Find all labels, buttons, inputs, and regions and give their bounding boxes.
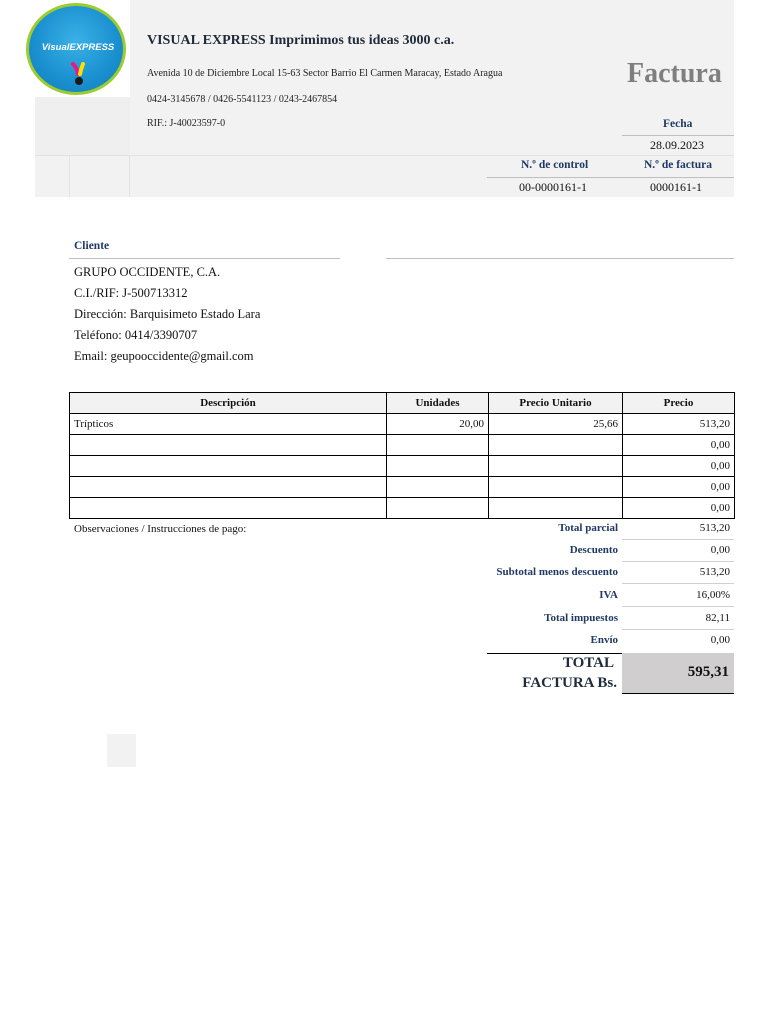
total-row — [487, 518, 734, 540]
item-unit-price — [489, 477, 623, 498]
total-row — [487, 540, 734, 562]
items-header-row — [70, 393, 735, 414]
item-description — [70, 435, 387, 456]
total-label: Envío — [590, 634, 618, 646]
client-address: Dirección: Barquisimeto Estado Lara — [74, 307, 261, 321]
table-row — [70, 456, 735, 477]
client-rif: C.I./RIF: J-500713312 — [74, 286, 188, 300]
invoice-number-label: N.º de factura — [644, 159, 712, 171]
table-row — [70, 498, 735, 519]
company-phones: 0424-3145678 / 0426-5541123 / 0243-2467854 — [147, 94, 338, 105]
number-rule — [487, 177, 734, 178]
company-name: VISUAL EXPRESS Imprimimos tus ideas 3000 c.a. — [147, 33, 455, 48]
total-value: 82,11 — [705, 612, 730, 624]
item-description — [70, 456, 387, 477]
grand-total-box — [622, 653, 734, 694]
item-unit-price — [489, 456, 623, 477]
total-value: 16,00% — [696, 589, 730, 601]
total-row — [487, 630, 734, 652]
client-rule — [69, 258, 340, 259]
header-divider — [35, 155, 734, 156]
invoice-number-value: 0000161-1 — [650, 180, 702, 194]
table-row — [70, 477, 735, 498]
total-label: Total impuestos — [544, 612, 618, 624]
col-price: Precio — [623, 393, 735, 414]
col-description: Descripción — [70, 393, 387, 414]
items-table — [69, 392, 735, 519]
item-units — [387, 498, 489, 519]
document-title: Factura — [627, 58, 722, 89]
item-units: 20,00 — [387, 414, 489, 435]
item-description: Trípticos — [70, 414, 387, 435]
logo-text: VisualEXPRESS — [41, 42, 115, 53]
client-phone: Teléfono: 0414/3390707 — [74, 328, 198, 342]
total-value: 513,20 — [699, 522, 730, 534]
item-description — [70, 498, 387, 519]
grand-total-label — [487, 653, 617, 693]
total-rule — [622, 606, 734, 607]
table-row — [70, 414, 735, 435]
total-row — [487, 562, 734, 584]
grand-total-label-line1: TOTAL — [562, 655, 614, 671]
total-row — [487, 585, 734, 607]
total-label: Descuento — [569, 544, 618, 556]
total-row — [487, 608, 734, 630]
item-unit-price — [489, 498, 623, 519]
grand-total-value: 595,31 — [687, 664, 729, 680]
total-rule — [622, 583, 734, 584]
client-rule-right — [386, 258, 734, 259]
item-price: 0,00 — [623, 456, 735, 477]
control-number-label: N.º de control — [521, 159, 589, 171]
total-value: 513,20 — [699, 566, 730, 578]
col-units: Unidades — [387, 393, 489, 414]
total-value: 0,00 — [710, 634, 730, 646]
item-description — [70, 477, 387, 498]
item-price: 513,20 — [623, 414, 735, 435]
client-name: GRUPO OCCIDENTE, C.A. — [74, 265, 221, 279]
item-units — [387, 456, 489, 477]
company-address: Avenida 10 de Diciembre Local 15-63 Sector Barrio El Carmen Maracay, Estado Aragua — [147, 68, 503, 79]
date-rule — [622, 135, 734, 136]
company-rif: RIF.: J-40023597-0 — [147, 118, 226, 129]
header-background — [35, 0, 734, 197]
logo-drops-icon — [69, 62, 89, 86]
notes-label: Observaciones / Instrucciones de pago: — [74, 523, 247, 535]
client-email: Email: geupooccidente@gmail.com — [74, 349, 254, 363]
total-label: IVA — [599, 589, 618, 601]
company-logo — [26, 3, 126, 95]
item-price: 0,00 — [623, 435, 735, 456]
total-value: 0,00 — [710, 544, 730, 556]
item-units — [387, 435, 489, 456]
total-label: Subtotal menos descuento — [496, 566, 618, 578]
col-unit-price: Precio Unitario — [489, 393, 623, 414]
decorative-block — [107, 734, 136, 767]
date-value: 28.09.2023 — [650, 138, 704, 152]
client-label: Cliente — [74, 240, 110, 252]
total-label: Total parcial — [558, 522, 618, 534]
item-units — [387, 477, 489, 498]
grand-total-label-line2: FACTURA Bs. — [522, 675, 617, 691]
item-price: 0,00 — [623, 498, 735, 519]
item-unit-price: 25,66 — [489, 414, 623, 435]
item-price: 0,00 — [623, 477, 735, 498]
item-unit-price — [489, 435, 623, 456]
date-label: Fecha — [663, 118, 693, 130]
logo-cell — [35, 97, 130, 155]
control-number-value: 00-0000161-1 — [519, 180, 587, 194]
table-row — [70, 435, 735, 456]
